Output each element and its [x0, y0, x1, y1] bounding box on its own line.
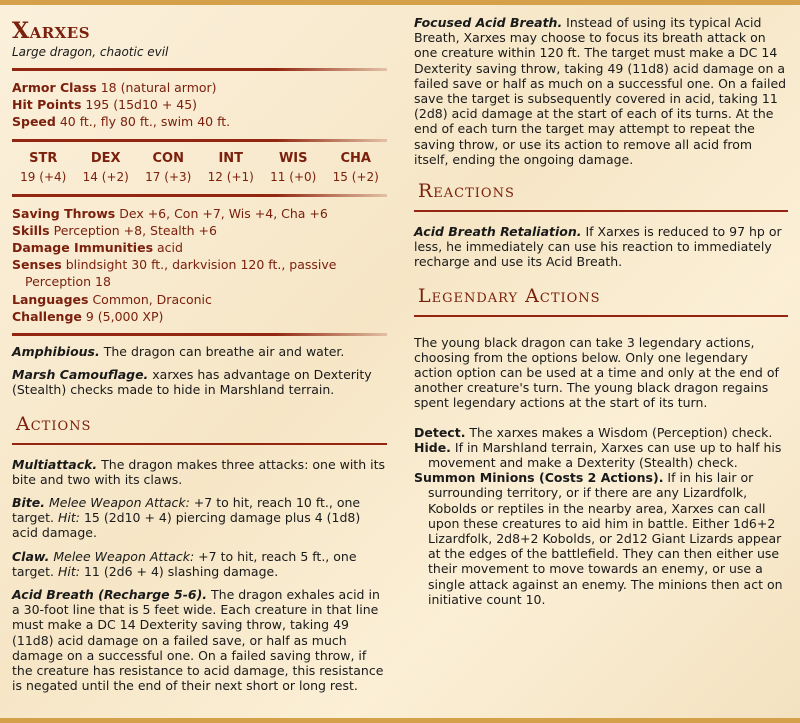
challenge	[12, 308, 387, 325]
hit-points	[12, 96, 387, 113]
action-name: Focused Acid Breath.	[414, 15, 563, 30]
ability-name: DEX	[90, 150, 121, 166]
action-text: Instead of using its typical Acid Breath, Xarxes may choose to focus its breath attack on one creature within 120 ft. The target must make a DC 14 Dexterity saving throw, taking 49 (11d8) acid damage on a failed save or half as much on a successful one. On a failed save the target is subsequently covered in acid, taking 11 (2d8) acid damage at the start of each of its turns. At the end of each turn the target may attempt to repeat the saving throw, or use its action to remove all acid from itself, ending the ongoing damage.	[414, 15, 787, 167]
challenge-label: Challenge	[12, 308, 82, 324]
ability-scores	[12, 150, 387, 186]
saving-throws-label: Saving Throws	[12, 205, 116, 221]
legendary-summon-minions	[414, 470, 788, 607]
hit-points-label: Hit Points	[12, 97, 82, 113]
ability-con	[137, 150, 200, 186]
trait-text: xarxes has advantage on Dexterity (Stealth) checks made to hide in Marshland terrain.	[12, 367, 372, 398]
armor-class-label: Armor Class	[12, 80, 97, 95]
ability-value: 11 (+0)	[270, 169, 317, 184]
action-bite	[12, 495, 387, 541]
legendary-text: If in Marshland terrain, Xarxes can use up to half his movement and make a Dexterity (Stealth) check.	[428, 439, 782, 471]
hit-label: Hit:	[57, 563, 80, 579]
detail-stats	[12, 205, 387, 325]
trait-amphibious	[12, 344, 387, 359]
ability-value: 14 (+2)	[82, 169, 129, 184]
ability-value: 17 (+3)	[145, 169, 192, 184]
legendary-detect	[414, 425, 788, 440]
tapered-rule	[12, 139, 387, 142]
languages	[12, 291, 387, 308]
action-name: Multiattack.	[12, 456, 98, 472]
action-claw	[12, 549, 387, 579]
actions-heading: Actions	[16, 412, 92, 435]
ability-value: 12 (+1)	[207, 169, 254, 184]
skills-value: Perception +8, Stealth +6	[53, 222, 217, 238]
section-rule	[414, 210, 788, 212]
ability-str	[12, 150, 75, 186]
action-name: Acid Breath (Recharge 5-6).	[12, 587, 208, 603]
legendary-name: Detect.	[414, 424, 466, 440]
hit-label: Hit:	[57, 510, 80, 526]
ability-value: 19 (+4)	[20, 169, 67, 184]
action-name: Bite.	[12, 495, 46, 511]
speed	[12, 113, 387, 130]
tapered-rule	[12, 194, 387, 197]
right-column	[414, 15, 788, 607]
monster-type: Large dragon, chaotic evil	[12, 45, 169, 59]
reaction-acid-breath-retaliation	[414, 224, 788, 270]
attack-type: Melee Weapon Attack:	[49, 548, 195, 564]
action-focused-acid-breath	[414, 15, 788, 167]
ability-name: INT	[218, 150, 244, 166]
tapered-rule	[12, 333, 387, 336]
legendary-actions-heading: Legendary Actions	[418, 284, 601, 307]
legendary-name: Summon Minions (Costs 2 Actions).	[414, 470, 664, 486]
reaction-name: Acid Breath Retaliation.	[414, 224, 582, 240]
section-rule	[414, 315, 788, 317]
ability-int	[200, 150, 263, 186]
ability-name: STR	[29, 150, 58, 166]
left-column	[12, 15, 387, 701]
action-name: Claw.	[12, 548, 50, 564]
core-stats	[12, 79, 387, 131]
attack-details: +7 to hit, reach 10 ft., one target.	[12, 495, 361, 526]
damage-immunities-label: Damage Immunities	[12, 240, 154, 256]
speed-value: 40 ft., fly 80 ft., swim 40 ft.	[59, 114, 231, 130]
skills-label: Skills	[12, 222, 50, 238]
ability-name: CON	[152, 150, 184, 166]
damage-immunities-value: acid	[157, 240, 183, 256]
senses-label: Senses	[12, 257, 62, 273]
speed-label: Speed	[12, 114, 56, 130]
ability-value: 15 (+2)	[332, 169, 379, 184]
action-text: The dragon makes three attacks: one with its bite and two with its claws.	[12, 456, 385, 487]
languages-label: Languages	[12, 291, 89, 307]
saving-throws	[12, 205, 387, 222]
reactions-heading: Reactions	[418, 180, 515, 203]
damage-text: 15 (2d10 + 4) piercing damage plus 4 (1d8) acid damage.	[12, 510, 361, 541]
challenge-value: 9 (5,000 XP)	[85, 308, 164, 324]
languages-value: Common, Draconic	[92, 291, 212, 307]
monster-name: Xarxes	[12, 18, 91, 44]
ability-name: CHA	[340, 150, 371, 166]
damage-immunities	[12, 239, 387, 256]
legendary-hide	[414, 440, 788, 470]
legendary-text: The xarxes makes a Wisdom (Perception) check.	[465, 424, 773, 440]
hit-points-value: 195 (15d10 + 45)	[85, 97, 198, 113]
attack-type: Melee Weapon Attack:	[45, 495, 190, 511]
action-acid-breath	[12, 587, 387, 693]
trait-name: Amphibious.	[12, 344, 100, 360]
senses	[12, 256, 387, 290]
tapered-rule	[12, 68, 387, 71]
ability-wis	[262, 150, 325, 186]
ability-cha	[325, 150, 388, 186]
trait-text: The dragon can breathe air and water.	[99, 344, 345, 360]
attack-details: +7 to hit, reach 5 ft., one target.	[12, 548, 357, 579]
trait-name: Marsh Camouflage.	[12, 367, 149, 383]
reaction-text: If Xarxes is reduced to 97 hp or less, he immediately can use his reaction to immediately recharge and use its Acid Breath.	[414, 224, 782, 270]
armor-class	[12, 79, 387, 96]
section-rule	[12, 443, 387, 445]
legendary-name: Hide.	[414, 439, 451, 455]
action-multiattack	[12, 457, 387, 487]
skills	[12, 222, 387, 239]
damage-text: 11 (2d6 + 4) slashing damage.	[79, 563, 279, 579]
legendary-intro: The young black dragon can take 3 legendary actions, choosing from the options below. Only one legendary action option can be used at a time and only at the end of another creature's turn. The young black dragon regains spent legendary actions at the start of its turn.	[414, 334, 779, 411]
legendary-text: If in his lair or surrounding territory, or if there are any Lizardfolk, Kobolds or reptiles in the nearby area, Xarxes can call upon these creatures to aid him in battle. Either 1d6+2 Lizardfolk, 2d8+2 Kobolds, or 2d12 Giant Lizards appear at the edges of the battlefield. They can then either use their movement to move towards an enemy, or use a single attack against an enemy. The minions then act on initiative count 10.	[428, 470, 783, 607]
senses-value: blindsight 30 ft., darkvision 120 ft., passive Perception 18	[25, 257, 337, 290]
trait-marsh-camouflage	[12, 367, 387, 397]
action-text: The dragon exhales acid in a 30-foot line that is 5 feet wide. Each creature in that line must make a DC 14 Dexterity saving throw, taking 49 (11d8) acid damage on a failed save, or half as much damage on a successful one. On a failed saving throw, if the creature has resistance to acid damage, this resistance is negated until the end of their next short or long rest.	[12, 587, 384, 694]
ability-name: WIS	[278, 150, 308, 166]
armor-class-value: 18 (natural armor)	[100, 80, 217, 95]
ability-dex	[75, 150, 138, 186]
saving-throws-value: Dex +6, Con +7, Wis +4, Cha +6	[119, 205, 328, 221]
